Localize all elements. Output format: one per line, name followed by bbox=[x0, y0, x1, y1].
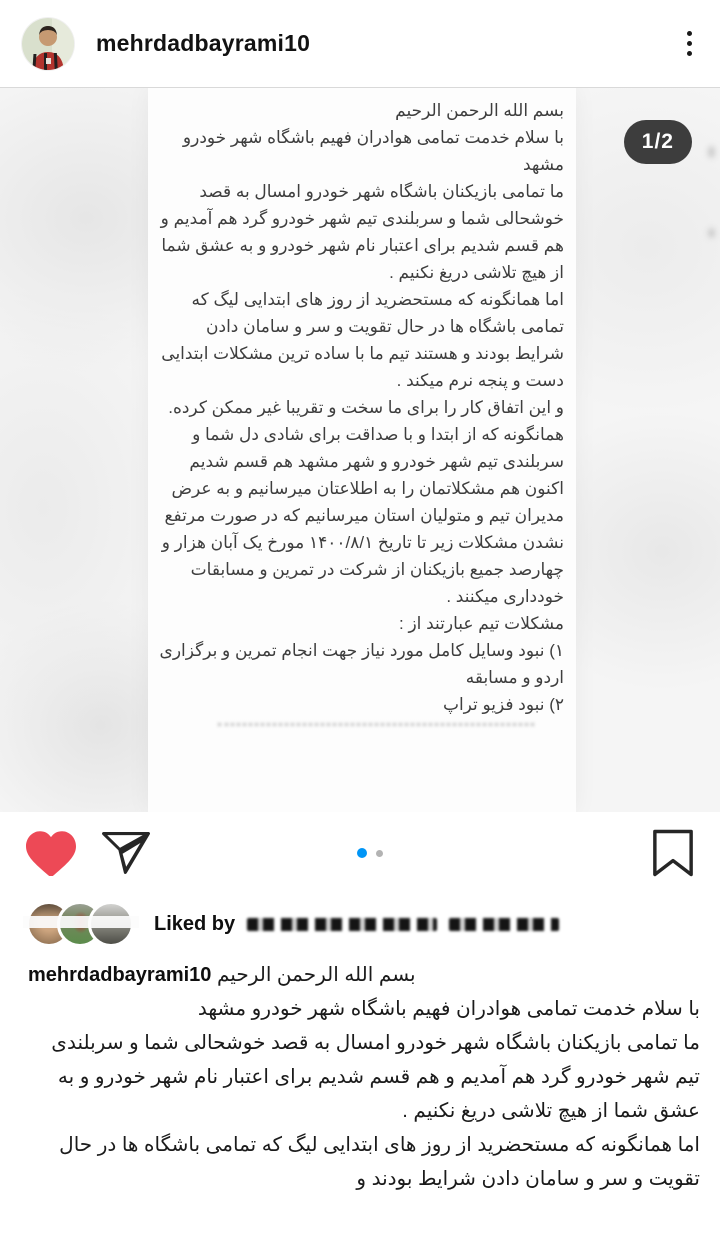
document-paragraph: مشکلات تیم عبارتند از : bbox=[399, 614, 564, 633]
page-indicator-badge: 1/2 bbox=[624, 120, 692, 164]
caption-body bbox=[28, 992, 700, 1196]
document-paragraph: ما تمامی بازیکنان باشگاه شهر خودرو امسال به قصد خوشحالی شما و سربلندی تیم شهر خودرو گرد هم آمدیم و هم قسم شدیم برای اعتبار نام شهر خودرو و به عشق شما از هیچ تلاشی دریغ نکنیم . bbox=[160, 182, 564, 282]
redacted-likes-count bbox=[449, 918, 559, 931]
caption-paragraph: اما همانگونه که مستحضرید از روز های ابتدایی لیگ که تمامی باشگاه ها در حال تقویت و سر و سامان دادن شرایط بودند و bbox=[59, 1134, 700, 1190]
liked-by-prefix: Liked by bbox=[154, 912, 236, 935]
save-button[interactable] bbox=[652, 829, 694, 877]
more-options-button[interactable] bbox=[681, 21, 698, 66]
paper-plane-icon bbox=[102, 829, 150, 877]
document-paragraph: با سلام خدمت تمامی هوادران فهیم باشگاه شهر خودرو مشهد bbox=[182, 128, 564, 174]
liker-avatars[interactable] bbox=[26, 901, 134, 947]
document-paragraph: اما همانگونه که مستحضرید از روز های ابتدایی لیگ که تمامی باشگاه ها در حال تقویت و سر و سامان دادن شرایط بودند و هستند تیم ما با ساده ترین مشکلات ابتدایی دست و پنجه نرم میکند . bbox=[161, 290, 564, 390]
caption-first-line-text: بسم الله الرحمن الرحیم bbox=[216, 964, 416, 986]
censor-stripe bbox=[23, 916, 139, 928]
liked-by-row[interactable] bbox=[0, 894, 720, 950]
share-button[interactable] bbox=[102, 829, 150, 877]
redacted-liker-names bbox=[247, 918, 437, 931]
avatar-image-icon bbox=[22, 18, 74, 70]
post-header bbox=[0, 0, 720, 88]
blur-artifact bbox=[708, 146, 715, 158]
post-media[interactable] bbox=[0, 88, 720, 812]
carousel-dot-active bbox=[357, 848, 367, 858]
liked-by-text[interactable] bbox=[154, 913, 559, 936]
blurred-cutoff-line bbox=[218, 723, 534, 726]
document-text bbox=[148, 88, 576, 726]
document-paragraph: همانگونه که از ابتدا و با صداقت برای شادی دل شما و سربلندی تیم شهر خودرو و شهر مشهد هم قسم شدیم اکنون هم مشکلاتمان را به اطلاعتان میرسانیم و به عرض مدیران تیم و متولیان استان میرسانیم که در صورت مرتفع نشدن مشکلات زیر تا تاریخ ۱۴۰۰/۸/۱ مورخ یک آبان هزار و چهارصد جمیع بازیکنان از شرکت در تمرین و مسابقات خودداری میکنند . bbox=[161, 425, 564, 606]
blur-artifact bbox=[708, 228, 715, 238]
document-paragraph: ۲) نبود فزیو تراپ bbox=[442, 695, 564, 714]
document-paragraph: ۱) نبود وسایل کامل مورد نیاز جهت انجام تمرین و برگزاری اردو و مسابقه bbox=[159, 641, 564, 687]
carousel-dots bbox=[357, 848, 383, 858]
heart-icon bbox=[26, 830, 76, 876]
caption-first-line bbox=[28, 958, 700, 992]
like-button[interactable] bbox=[26, 830, 76, 876]
caption-paragraph: با سلام خدمت تمامی هوادران فهیم باشگاه شهر خودرو مشهد bbox=[197, 998, 700, 1020]
caption-paragraph: ما تمامی بازیکنان باشگاه شهر خودرو امسال به قصد خوشحالی شما و سربلندی تیم شهر خودرو گرد هم آمدیم و هم قسم شدیم برای اعتبار نام شهر خودرو و به عشق شما از هیچ تلاشی دریغ نکنیم . bbox=[51, 1032, 700, 1122]
action-bar bbox=[0, 812, 720, 894]
document-paragraph: بسم الله الرحمن الرحیم bbox=[395, 101, 564, 120]
kebab-menu-icon bbox=[687, 31, 692, 36]
profile-avatar[interactable] bbox=[22, 18, 74, 70]
bookmark-icon bbox=[652, 829, 694, 877]
caption-username[interactable]: mehrdadbayrami10 bbox=[28, 964, 212, 986]
document-paragraph: و این اتفاق کار را برای ما سخت و تقریبا غیر ممکن کرده. bbox=[168, 398, 564, 417]
document-paper bbox=[148, 88, 576, 812]
carousel-dot bbox=[376, 850, 383, 857]
header-username[interactable]: mehrdadbayrami10 bbox=[96, 30, 311, 56]
caption bbox=[0, 950, 720, 1196]
